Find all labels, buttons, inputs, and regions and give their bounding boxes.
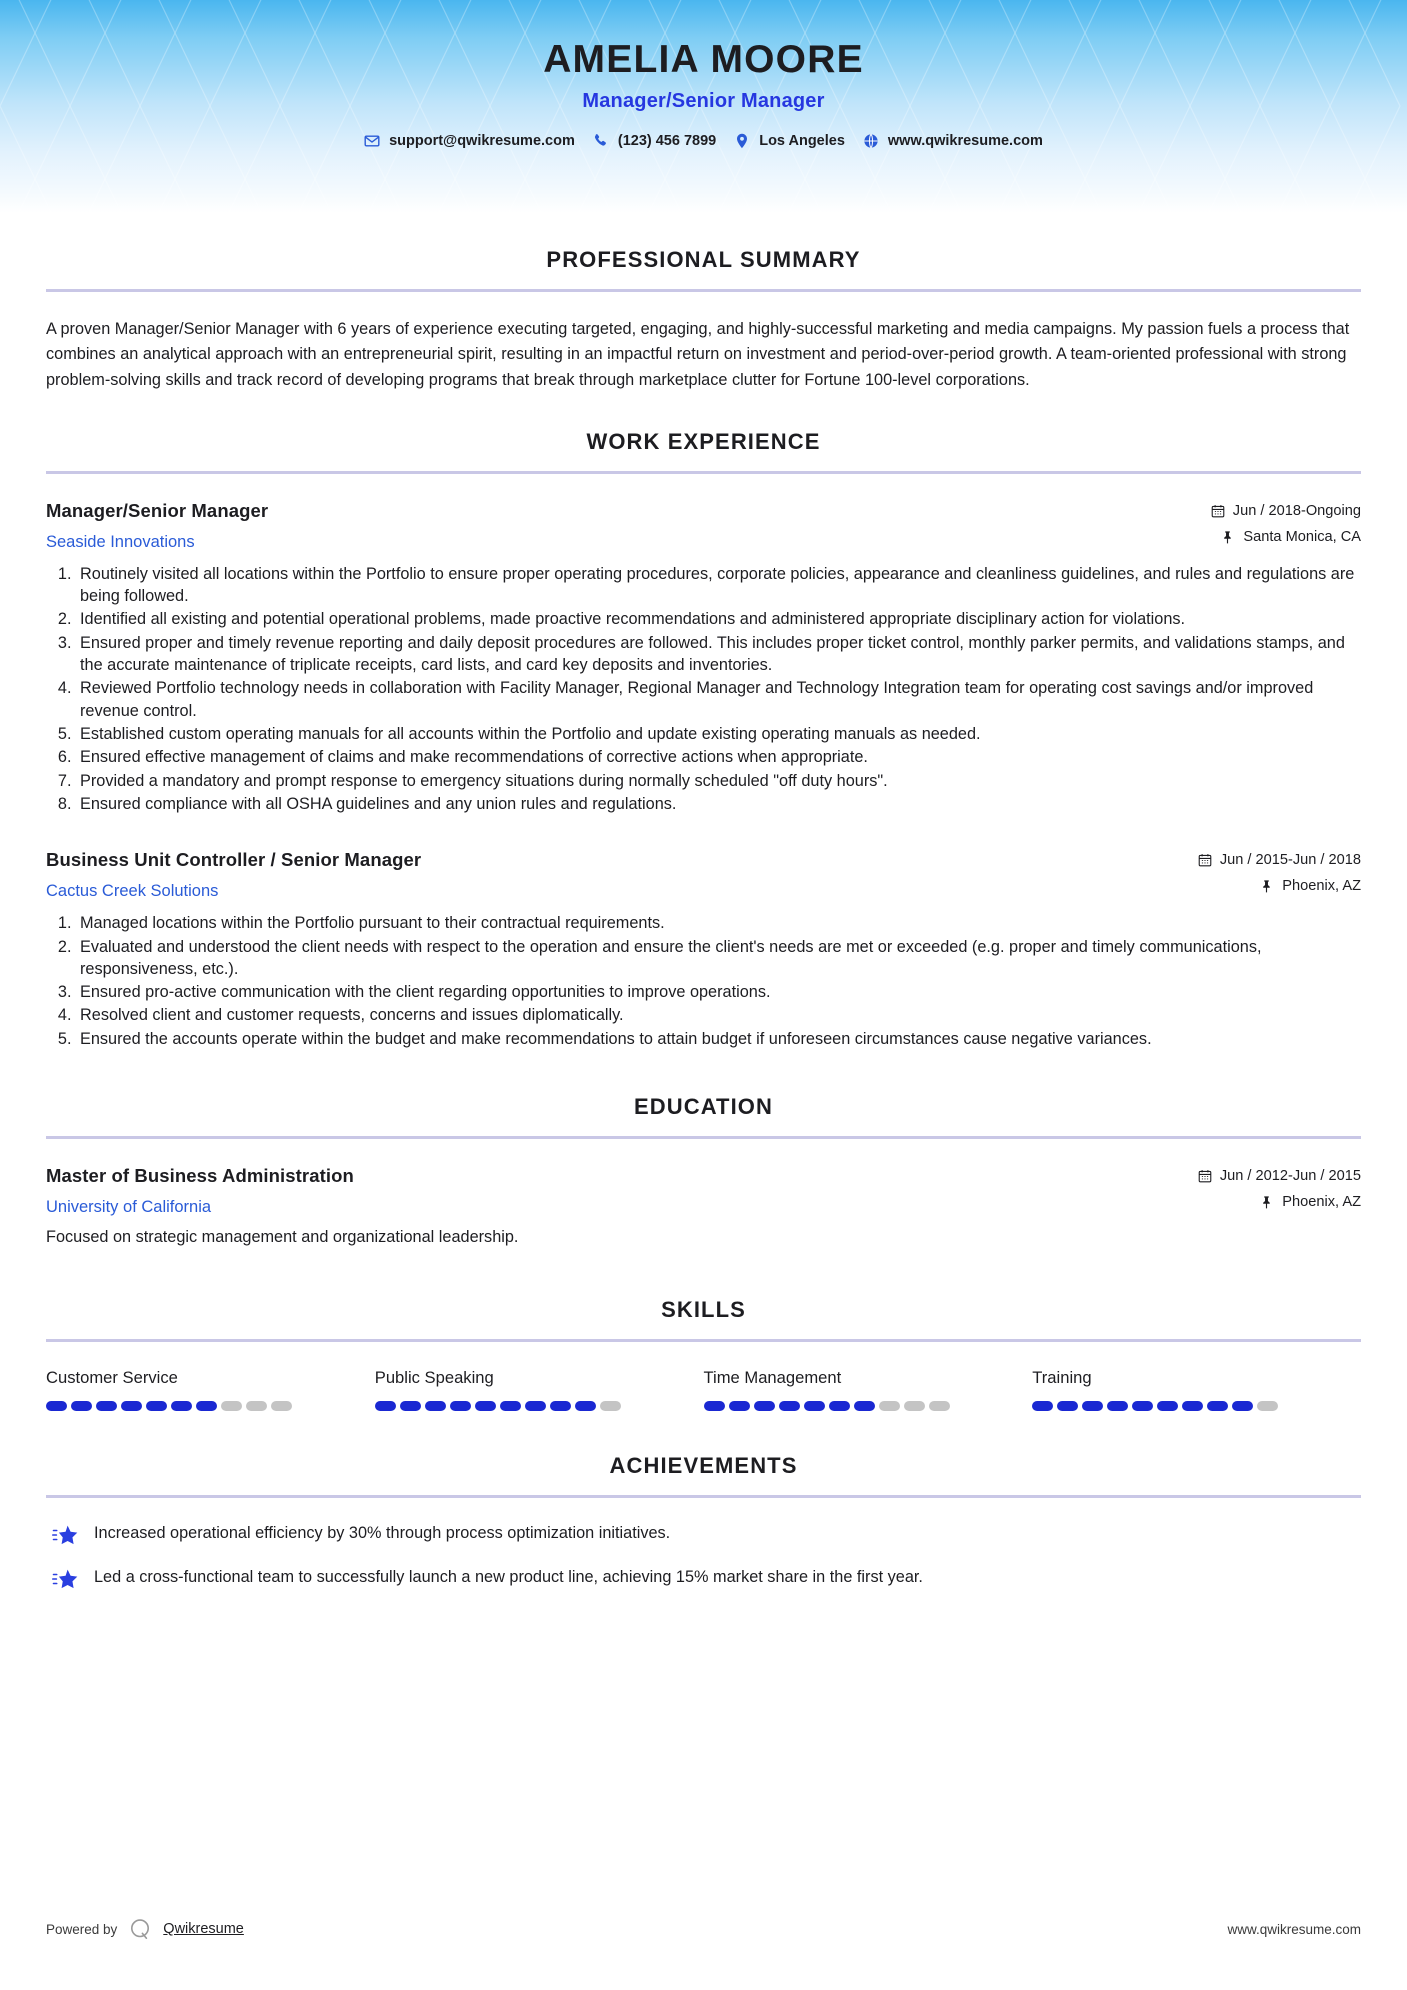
school-name[interactable]: University of California bbox=[46, 1198, 212, 1217]
skill-pip-filled bbox=[704, 1401, 725, 1411]
skill-pip-filled bbox=[450, 1401, 471, 1411]
skill-pip-empty bbox=[929, 1401, 950, 1411]
achievements-list bbox=[46, 1522, 1361, 1591]
skill-pip-filled bbox=[71, 1401, 92, 1411]
skill-level-bar bbox=[46, 1401, 375, 1411]
education-date bbox=[1198, 1168, 1361, 1184]
skill-pip-filled bbox=[475, 1401, 496, 1411]
achievement-text: Led a cross-functional team to successfully launch a new product line, achieving 15% market share in the first year. bbox=[94, 1567, 923, 1586]
skill-label: Public Speaking bbox=[374, 1367, 494, 1387]
skill-pip-empty bbox=[879, 1401, 900, 1411]
skill-pip-filled bbox=[1032, 1401, 1053, 1411]
skill-pip-filled bbox=[400, 1401, 421, 1411]
skill-level-bar bbox=[704, 1401, 1033, 1411]
email-icon bbox=[364, 133, 380, 149]
skill-level-bar bbox=[375, 1401, 704, 1411]
section-divider bbox=[46, 471, 1361, 474]
calendar-icon bbox=[1198, 853, 1212, 867]
skill-pip-filled bbox=[779, 1401, 800, 1411]
skill-pip-filled bbox=[854, 1401, 875, 1411]
footer-website[interactable]: www.qwikresume.com bbox=[1227, 1921, 1361, 1937]
skill-pip-empty bbox=[1257, 1401, 1278, 1411]
job-date-text: Jun / 2018-Ongoing bbox=[1232, 502, 1361, 519]
page-footer bbox=[46, 1916, 1361, 1942]
job-title: Manager/Senior Manager bbox=[46, 499, 269, 521]
summary-body-text: A proven Manager/Senior Manager with 6 years of experience executing targeted, engaging, and highly-successful marketing and media campaigns. My passion fuels a process that combines an analytical approach with an entrepreneurial spirit, resulting in an impactful return on investment and period-over-period growth. A team-oriented professional with strong problem-solving skills and track record of developing programs that break through marketplace clutter for Fortune 100-level corporations. bbox=[46, 320, 1350, 389]
list-item: 5. Established custom operating manuals for all accounts within the Portfolio and update existing operating manuals as needed. bbox=[76, 723, 1361, 745]
education-note: Focused on strategic management and organizational leadership. bbox=[46, 1228, 519, 1247]
skill-pip-filled bbox=[1182, 1401, 1203, 1411]
contact-row bbox=[0, 133, 1407, 149]
section-title-education: EDUCATION bbox=[633, 1094, 774, 1120]
skill-item bbox=[1032, 1368, 1361, 1411]
work-entry bbox=[46, 849, 1361, 1050]
work-entry-header bbox=[46, 500, 1361, 552]
section-professional-summary bbox=[46, 247, 1361, 393]
skill-item bbox=[46, 1368, 375, 1411]
skill-level-bar bbox=[1032, 1401, 1361, 1411]
skill-pip-empty bbox=[600, 1401, 621, 1411]
job-location-text: Santa Monica, CA bbox=[1243, 528, 1361, 545]
globe-icon bbox=[863, 133, 879, 149]
skill-pip-filled bbox=[550, 1401, 571, 1411]
section-divider bbox=[46, 1136, 1361, 1139]
skill-pip-filled bbox=[829, 1401, 850, 1411]
skill-pip-filled bbox=[525, 1401, 546, 1411]
skill-label: Training bbox=[1032, 1367, 1092, 1387]
qwikresume-link[interactable]: Qwikresume bbox=[163, 1921, 244, 1937]
skill-label: Customer Service bbox=[46, 1367, 178, 1387]
contact-website-text: www.qwikresume.com bbox=[887, 132, 1043, 149]
work-entry bbox=[46, 500, 1361, 815]
list-item: 4. Resolved client and customer requests, concerns and issues diplomatically. bbox=[76, 1004, 1361, 1026]
job-date bbox=[1198, 852, 1361, 868]
powered-by-label: Powered by bbox=[46, 1921, 118, 1937]
pin-icon bbox=[1260, 1195, 1274, 1209]
skill-pip-filled bbox=[196, 1401, 217, 1411]
job-responsibilities-list bbox=[46, 912, 1361, 1050]
skill-pip-filled bbox=[575, 1401, 596, 1411]
section-work-experience bbox=[46, 429, 1361, 1050]
skill-pip-filled bbox=[96, 1401, 117, 1411]
section-title-skills: SKILLS bbox=[661, 1296, 746, 1322]
achievement-text: Increased operational efficiency by 30% through process optimization initiatives. bbox=[94, 1523, 671, 1542]
section-divider bbox=[46, 1339, 1361, 1342]
skill-pip-empty bbox=[221, 1401, 242, 1411]
skill-pip-filled bbox=[804, 1401, 825, 1411]
education-entry-header bbox=[46, 1165, 1361, 1217]
job-date bbox=[1211, 503, 1361, 519]
map-pin-icon bbox=[734, 133, 750, 149]
candidate-role: Manager/Senior Manager bbox=[582, 89, 825, 112]
contact-location bbox=[734, 133, 845, 149]
list-item: 2. Evaluated and understood the client needs with respect to the operation and ensure the client's needs are met or exceeded (e.g. proper and timely communications, responsiveness, etc.). bbox=[76, 936, 1361, 981]
education-location bbox=[1198, 1194, 1361, 1210]
shooting-star-icon bbox=[52, 1567, 78, 1591]
work-entry-header bbox=[46, 849, 1361, 901]
contact-website[interactable] bbox=[863, 133, 1043, 149]
list-item: 1. Managed locations within the Portfolio pursuant to their contractual requirements. bbox=[76, 912, 1361, 934]
qwikresume-logo-icon bbox=[127, 1916, 153, 1942]
contact-phone-text: (123) 456 7899 bbox=[617, 132, 717, 149]
list-item: 5. Ensured the accounts operate within the budget and make recommendations to attain budget if unforeseen circumstances cause negative variances. bbox=[76, 1028, 1361, 1050]
job-location-text: Phoenix, AZ bbox=[1282, 878, 1361, 895]
skill-pip-filled bbox=[1207, 1401, 1228, 1411]
skills-grid bbox=[46, 1368, 1361, 1411]
skill-pip-empty bbox=[246, 1401, 267, 1411]
header-banner bbox=[0, 0, 1407, 213]
job-location bbox=[1198, 878, 1361, 894]
list-item: 2. Identified all existing and potential operational problems, made proactive recommendations and administered appropriate disciplinary action for violations. bbox=[76, 608, 1361, 630]
skill-pip-filled bbox=[1057, 1401, 1078, 1411]
phone-icon bbox=[593, 133, 609, 149]
company-name[interactable]: Cactus Creek Solutions bbox=[46, 882, 219, 901]
company-name[interactable]: Seaside Innovations bbox=[46, 532, 195, 551]
shooting-star-icon bbox=[52, 1523, 78, 1547]
list-item bbox=[46, 1566, 1361, 1591]
skill-label: Time Management bbox=[703, 1367, 842, 1387]
list-item: 7. Provided a mandatory and prompt response to emergency situations during normally scheduled "off duty hours". bbox=[76, 770, 1361, 792]
list-item: 3. Ensured pro-active communication with the client regarding opportunities to improve operations. bbox=[76, 981, 1361, 1003]
skill-pip-filled bbox=[500, 1401, 521, 1411]
skill-pip-filled bbox=[1232, 1401, 1253, 1411]
skill-pip-filled bbox=[171, 1401, 192, 1411]
skill-pip-filled bbox=[1132, 1401, 1153, 1411]
job-location bbox=[1211, 529, 1361, 545]
skill-pip-filled bbox=[46, 1401, 67, 1411]
section-title-achievements: ACHIEVEMENTS bbox=[609, 1452, 798, 1478]
skill-pip-filled bbox=[121, 1401, 142, 1411]
contact-email[interactable] bbox=[364, 133, 575, 149]
list-item bbox=[46, 1522, 1361, 1547]
job-title: Business Unit Controller / Senior Manager bbox=[46, 849, 422, 871]
list-item: 6. Ensured effective management of claims and make recommendations of corrective actions when appropriate. bbox=[76, 746, 1361, 768]
section-title-work: WORK EXPERIENCE bbox=[586, 428, 821, 454]
page-title: AMELIA MOORE bbox=[543, 38, 864, 81]
calendar-icon bbox=[1211, 504, 1225, 518]
job-responsibilities-list bbox=[46, 563, 1361, 815]
section-title-summary: PROFESSIONAL SUMMARY bbox=[546, 247, 861, 272]
section-divider bbox=[46, 1495, 1361, 1498]
skill-item bbox=[704, 1368, 1033, 1411]
job-date-text: Jun / 2015-Jun / 2018 bbox=[1219, 852, 1361, 869]
degree-title: Master of Business Administration bbox=[46, 1165, 354, 1187]
section-achievements bbox=[46, 1453, 1361, 1591]
skill-pip-filled bbox=[1157, 1401, 1178, 1411]
contact-location-text: Los Angeles bbox=[759, 132, 845, 149]
section-divider bbox=[46, 289, 1361, 292]
skill-pip-filled bbox=[1082, 1401, 1103, 1411]
education-location-text: Phoenix, AZ bbox=[1282, 1194, 1361, 1211]
footer-branding bbox=[46, 1916, 244, 1942]
skill-pip-filled bbox=[425, 1401, 446, 1411]
skill-pip-filled bbox=[146, 1401, 167, 1411]
skill-pip-filled bbox=[1107, 1401, 1128, 1411]
pin-icon bbox=[1221, 530, 1235, 544]
skill-item bbox=[375, 1368, 704, 1411]
list-item: 4. Reviewed Portfolio technology needs in collaboration with Facility Manager, Regional Manager and Technology Integration team for operating cost savings and/or improved revenue control. bbox=[76, 677, 1361, 722]
skill-pip-filled bbox=[729, 1401, 750, 1411]
calendar-icon bbox=[1198, 1169, 1212, 1183]
skill-pip-filled bbox=[375, 1401, 396, 1411]
skill-pip-filled bbox=[754, 1401, 775, 1411]
section-education bbox=[46, 1094, 1361, 1249]
list-item: 8. Ensured compliance with all OSHA guidelines and any union rules and regulations. bbox=[76, 793, 1361, 815]
list-item: 3. Ensured proper and timely revenue reporting and daily deposit procedures are followed. This includes proper ticket control, monthly parker permits, and validations stamps, and the accurate maintenance of triplicate receipts, card lists, and card key deposits and inventories. bbox=[76, 632, 1361, 677]
pin-icon bbox=[1260, 879, 1274, 893]
education-date-text: Jun / 2012-Jun / 2015 bbox=[1219, 1168, 1361, 1185]
contact-phone[interactable] bbox=[593, 133, 716, 149]
education-entry bbox=[46, 1165, 1361, 1249]
section-skills bbox=[46, 1297, 1361, 1411]
skill-pip-empty bbox=[271, 1401, 292, 1411]
contact-email-text: support@qwikresume.com bbox=[389, 132, 575, 149]
list-item: 1. Routinely visited all locations within the Portfolio to ensure proper operating procedures, corporate policies, appearance and cleanliness guidelines, and rules and regulations are being followed. bbox=[76, 563, 1361, 608]
skill-pip-empty bbox=[904, 1401, 925, 1411]
